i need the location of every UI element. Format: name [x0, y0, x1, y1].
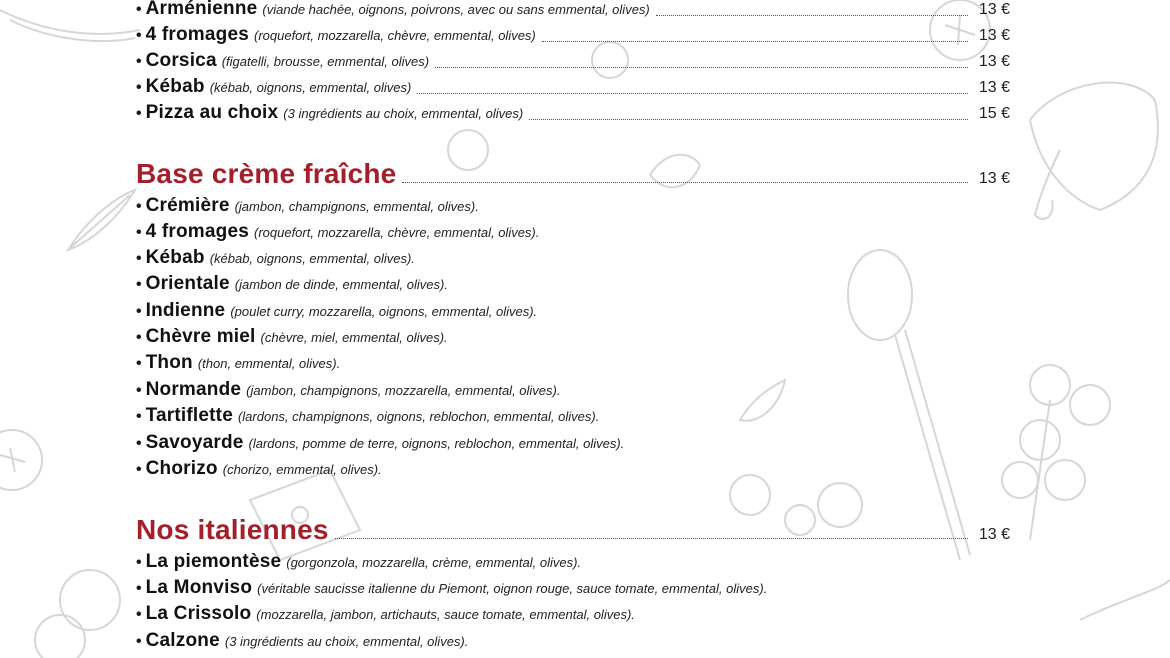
menu-item — [136, 102, 1010, 126]
bullet: • — [136, 461, 142, 478]
item-price: 13 € — [978, 53, 1010, 70]
menu-item — [136, 50, 1010, 74]
bullet: • — [136, 580, 142, 597]
menu-item — [136, 630, 1010, 654]
item-name: Orientale — [145, 273, 230, 294]
dot-leader — [542, 40, 968, 42]
item-description: (véritable saucisse italienne du Piemont, oignon rouge, sauce tomate, emmental, olives). — [257, 581, 768, 596]
menu-item — [136, 432, 1010, 456]
bullet: • — [136, 408, 142, 425]
item-description: (figatelli, brousse, emmental, olives) — [221, 54, 430, 69]
menu-item — [136, 603, 1010, 627]
bullet: • — [136, 554, 142, 571]
item-name: 4 fromages — [145, 24, 249, 45]
item-name: Calzone — [145, 630, 220, 651]
item-description: (gorgonzola, mozzarella, crème, emmental, olives). — [286, 555, 582, 570]
item-name: Chorizo — [145, 458, 218, 479]
menu-item — [136, 247, 1010, 271]
dot-leader — [402, 181, 968, 183]
bullet: • — [136, 355, 142, 372]
dot-leader — [335, 537, 968, 539]
item-description: (3 ingrédients au choix, emmental, olives). — [224, 634, 469, 649]
item-name: Kébab — [145, 247, 205, 268]
section-title: Base crème fraîche — [136, 158, 397, 189]
pizza-slice-sketch-icon — [0, 10, 140, 41]
section-title: Nos italiennes — [136, 514, 329, 545]
item-description: (thon, emmental, olives). — [197, 356, 341, 371]
dot-leader — [529, 118, 968, 120]
bullet: • — [136, 198, 142, 215]
menu-item — [136, 352, 1010, 376]
item-description: (roquefort, mozzarella, chèvre, emmental, olives). — [253, 225, 540, 240]
bullet: • — [136, 633, 142, 650]
item-price: 15 € — [978, 105, 1010, 122]
item-name: Thon — [145, 352, 193, 373]
item-description: (chèvre, miel, emmental, olives). — [260, 330, 448, 345]
item-description: (lardons, champignons, oignons, reblochon, emmental, olives). — [237, 409, 600, 424]
item-description: (jambon de dinde, emmental, olives). — [234, 277, 448, 292]
bullet: • — [136, 53, 142, 70]
menu-item — [136, 458, 1010, 482]
cherry-tomatoes-sketch-icon — [1002, 365, 1110, 540]
item-name: Indienne — [145, 300, 226, 321]
bullet: • — [136, 1, 142, 18]
item-description: (mozzarella, jambon, artichauts, sauce tomate, emmental, olives). — [256, 607, 635, 622]
leaf-sketch-icon — [68, 190, 135, 250]
bullet: • — [136, 79, 142, 96]
item-description: (jambon, champignons, emmental, olives). — [234, 199, 479, 214]
item-price: 13 € — [978, 1, 1010, 18]
item-description: (chorizo, emmental, olives). — [222, 462, 382, 477]
bullet: • — [136, 303, 142, 320]
bullet: • — [136, 250, 142, 267]
menu-item — [136, 405, 1010, 429]
item-description: (lardons, pomme de terre, oignons, reblochon, emmental, olives). — [248, 436, 625, 451]
item-description: (3 ingrédients au choix, emmental, olives) — [283, 106, 524, 121]
tomato-sketch-icon — [0, 430, 42, 490]
bullet: • — [136, 105, 142, 122]
item-name: Chèvre miel — [145, 326, 256, 347]
bullet: • — [136, 276, 142, 293]
menu-item — [136, 273, 1010, 297]
bullet: • — [136, 606, 142, 623]
item-name: La Monviso — [145, 577, 253, 598]
menu-item — [136, 326, 1010, 350]
item-name: La Crissolo — [145, 603, 252, 624]
section-price: 13 € — [978, 170, 1010, 187]
menu-item — [136, 76, 1010, 100]
item-price: 13 € — [978, 79, 1010, 96]
item-name: Arménienne — [145, 0, 258, 19]
item-name: Kébab — [145, 76, 205, 97]
bullet: • — [136, 435, 142, 452]
section-header-italiennes — [136, 514, 1010, 548]
menu-item — [136, 300, 1010, 324]
item-description: (kébab, oignons, emmental, olives). — [209, 251, 415, 266]
item-name: Tartiflette — [145, 405, 233, 426]
menu-item — [136, 221, 1010, 245]
dot-leader — [417, 92, 968, 94]
item-description: (jambon, champignons, mozzarella, emmental, olives). — [246, 383, 561, 398]
item-description: (kébab, oignons, emmental, olives) — [209, 80, 412, 95]
menu-item — [136, 551, 1010, 575]
item-price: 13 € — [978, 27, 1010, 44]
dot-leader — [656, 14, 968, 16]
dot-leader — [435, 66, 968, 68]
item-name: Savoyarde — [145, 432, 244, 453]
menu-item — [136, 195, 1010, 219]
item-name: Normande — [145, 379, 242, 400]
bullet: • — [136, 27, 142, 44]
section-header-creme — [136, 158, 1010, 192]
item-description: (viande hachée, oignons, poivrons, avec ou sans emmental, olives) — [262, 2, 650, 17]
item-name: Corsica — [145, 50, 217, 71]
menu-item — [136, 24, 1010, 48]
section-price: 13 € — [978, 526, 1010, 543]
item-name: Crémière — [145, 195, 230, 216]
menu-item — [136, 577, 1010, 601]
pepper-sketch-icon — [1030, 83, 1158, 219]
bullet: • — [136, 382, 142, 399]
item-name: Pizza au choix — [145, 102, 279, 123]
menu-item — [136, 0, 1010, 22]
item-name: 4 fromages — [145, 221, 249, 242]
item-description: (roquefort, mozzarella, chèvre, emmental, olives) — [253, 28, 536, 43]
bullet: • — [136, 329, 142, 346]
item-description: (poulet curry, mozzarella, oignons, emmental, olives). — [230, 304, 538, 319]
item-name: La piemontèse — [145, 551, 282, 572]
menu-item — [136, 379, 1010, 403]
bullet: • — [136, 224, 142, 241]
